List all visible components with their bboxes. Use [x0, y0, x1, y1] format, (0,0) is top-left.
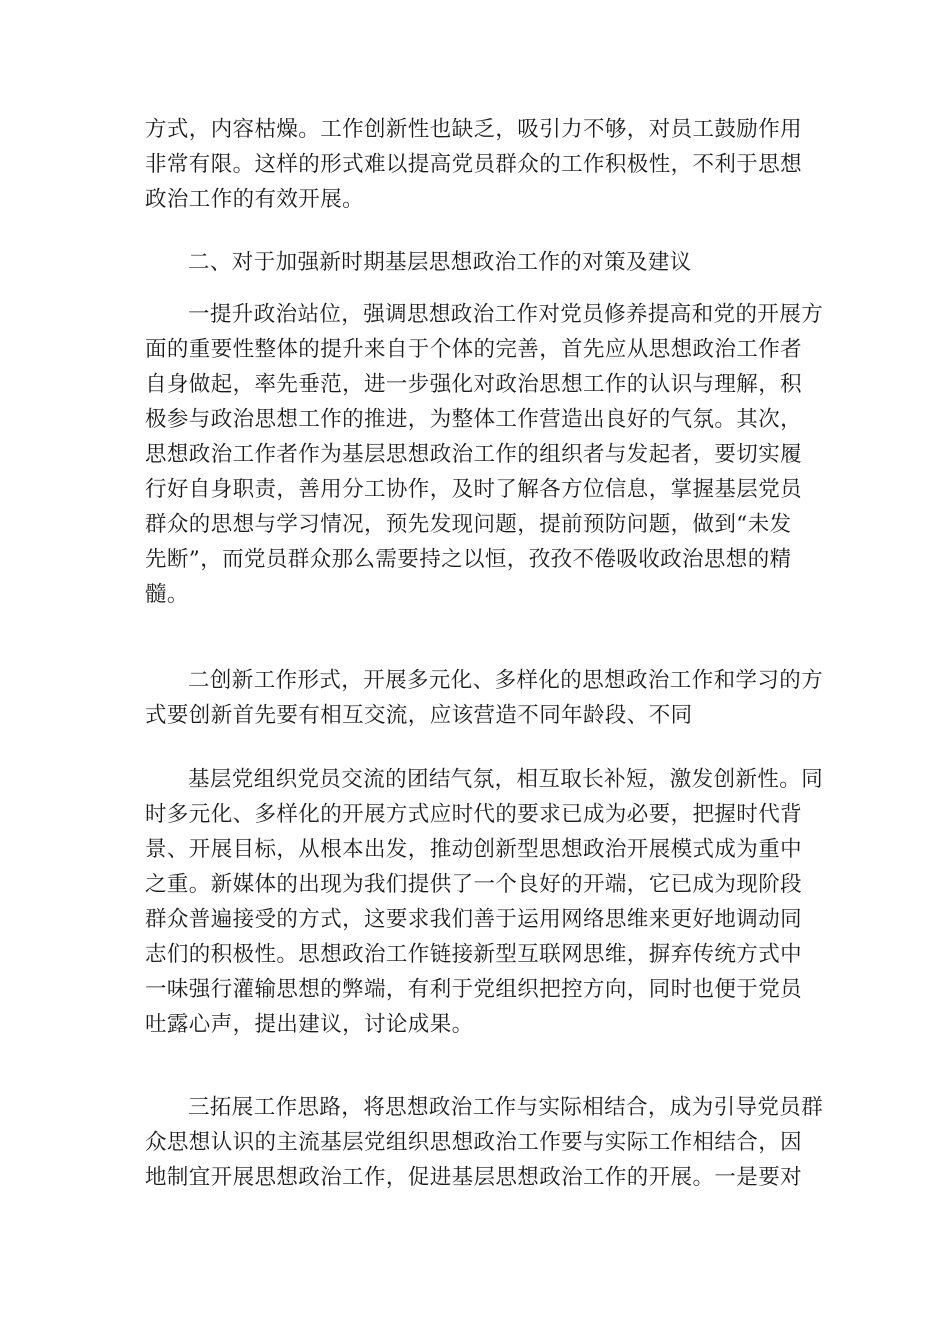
paragraph-4	[145, 1090, 824, 1195]
paragraph-3	[145, 762, 824, 1042]
paragraph-2	[145, 663, 824, 733]
text-line: 吐露心声，提出建议，讨论成果。	[145, 1012, 474, 1037]
text-line: 景、开展目标，从根本出发，推动创新型思想政治开展模式成为重中	[145, 837, 803, 862]
text-line: 群众的思想与学习情况，预先发现问题，提前预防问题，做到“未发	[145, 512, 792, 537]
text-line: 政治工作的有效开展。	[145, 187, 365, 212]
text-line: 非常有限。这样的形式难以提高党员群众的工作积极性，不利于思想	[145, 152, 803, 177]
text-line: 面的重要性整体的提升来自于个体的完善，首先应从思想政治工作者	[145, 337, 803, 362]
heading-text: 二、对于加强新时期基层思想政治工作的对策及建议	[188, 250, 692, 275]
text-line: 式要创新首先要有相互交流，应该营造不同年龄段、不同	[145, 703, 693, 728]
text-line: 行好自身职责，善用分工协作，及时了解各方位信息，掌握基层党员	[145, 477, 803, 502]
paragraph-continuation	[145, 112, 805, 217]
text-line: 一味强行灌输思想的弊端，有利于党组织把控方向，同时也便于党员	[145, 977, 803, 1002]
text-line: 思想政治工作者作为基层思想政治工作的组织者与发起者，要切实履	[145, 442, 803, 467]
text-line: 志们的积极性。思想政治工作链接新型互联网思维，摒弃传统方式中	[145, 942, 803, 967]
text-line: 基层党组织党员交流的团结气氛，相互取长补短，激发创新性。同	[188, 767, 824, 792]
text-line: 二创新工作形式，开展多元化、多样化的思想政治工作和学习的方	[188, 668, 824, 693]
text-line: 之重。新媒体的出现为我们提供了一个良好的开端，它已成为现阶段	[145, 872, 803, 897]
text-line: 方式，内容枯燥。工作创新性也缺乏，吸引力不够，对员工鼓励作用	[145, 117, 803, 142]
text-line: 自身做起，率先垂范，进一步强化对政治思想工作的认识与理解，积	[145, 372, 803, 397]
text-line: 时多元化、多样化的开展方式应时代的要求已成为必要，把握时代背	[145, 802, 803, 827]
text-line: 众思想认识的主流基层党组织思想政治工作要与实际工作相结合，因	[145, 1130, 803, 1155]
text-line: 群众普遍接受的方式，这要求我们善于运用网络思维来更好地调动同	[145, 907, 803, 932]
text-line: 极参与政治思想工作的推进，为整体工作营造出良好的气氛。其次，	[145, 407, 803, 432]
text-line: 三拓展工作思路，将思想政治工作与实际相结合，成为引导党员群	[188, 1095, 824, 1120]
section-heading	[145, 245, 805, 280]
text-line: 一提升政治站位，强调思想政治工作对党员修养提高和党的开展方	[188, 302, 824, 327]
paragraph-1	[145, 297, 824, 612]
text-line: 先断”，而党员群众那么需要持之以恒，孜孜不倦吸收政治思想的精	[145, 547, 792, 572]
text-line: 地制宜开展思想政治工作，促进基层思想政治工作的开展。一是要对	[145, 1165, 803, 1190]
text-line: 髓。	[145, 582, 189, 607]
